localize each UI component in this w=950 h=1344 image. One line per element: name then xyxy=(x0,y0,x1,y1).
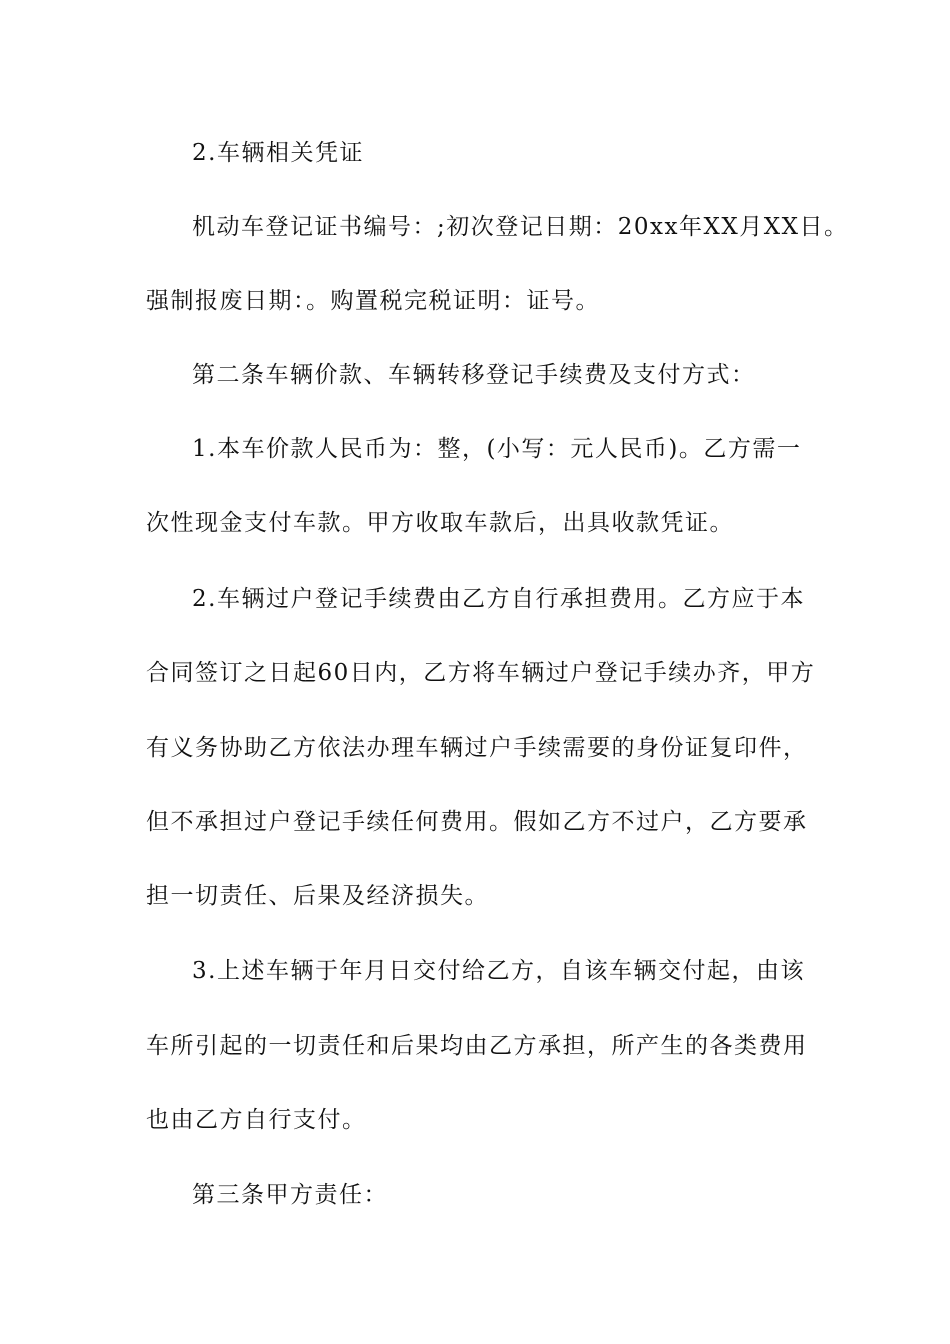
paragraph-line: 有义务协助乙方依法办理车辆过户手续需要的身份证复印件， xyxy=(146,735,808,761)
article-heading-payment: 第二条车辆价款、车辆转移登记手续费及支付方式： xyxy=(192,362,756,388)
paragraph-line: 也由乙方自行支付。 xyxy=(146,1107,367,1133)
paragraph-line: 次性现金支付车款。甲方收取车款后，出具收款凭证。 xyxy=(146,510,734,536)
paragraph-line: 3.上述车辆于年月日交付给乙方，自该车辆交付起，由该 xyxy=(192,958,805,984)
paragraph-line: 担一切责任、后果及经济损失。 xyxy=(146,883,489,909)
paragraph-line: 机动车登记证书编号：;初次登记日期：20xx年XX月XX日。 xyxy=(192,214,849,240)
paragraph-line: 合同签订之日起60日内，乙方将车辆过户登记手续办齐，甲方 xyxy=(146,660,816,686)
article-heading-party-a: 第三条甲方责任： xyxy=(192,1182,388,1208)
paragraph-line: 但不承担过户登记手续任何费用。假如乙方不过户，乙方要承 xyxy=(146,809,808,835)
paragraph-line: 车所引起的一切责任和后果均由乙方承担，所产生的各类费用 xyxy=(146,1033,808,1059)
paragraph-line: 1.本车价款人民币为：整，(小写：元人民币)。乙方需一 xyxy=(192,436,802,462)
section-heading-vehicle-documents: 2.车辆相关凭证 xyxy=(192,140,364,166)
paragraph-line: 强制报废日期：。购置税完税证明：证号。 xyxy=(146,288,600,314)
paragraph-line: 2.车辆过户登记手续费由乙方自行承担费用。乙方应于本 xyxy=(192,586,805,612)
